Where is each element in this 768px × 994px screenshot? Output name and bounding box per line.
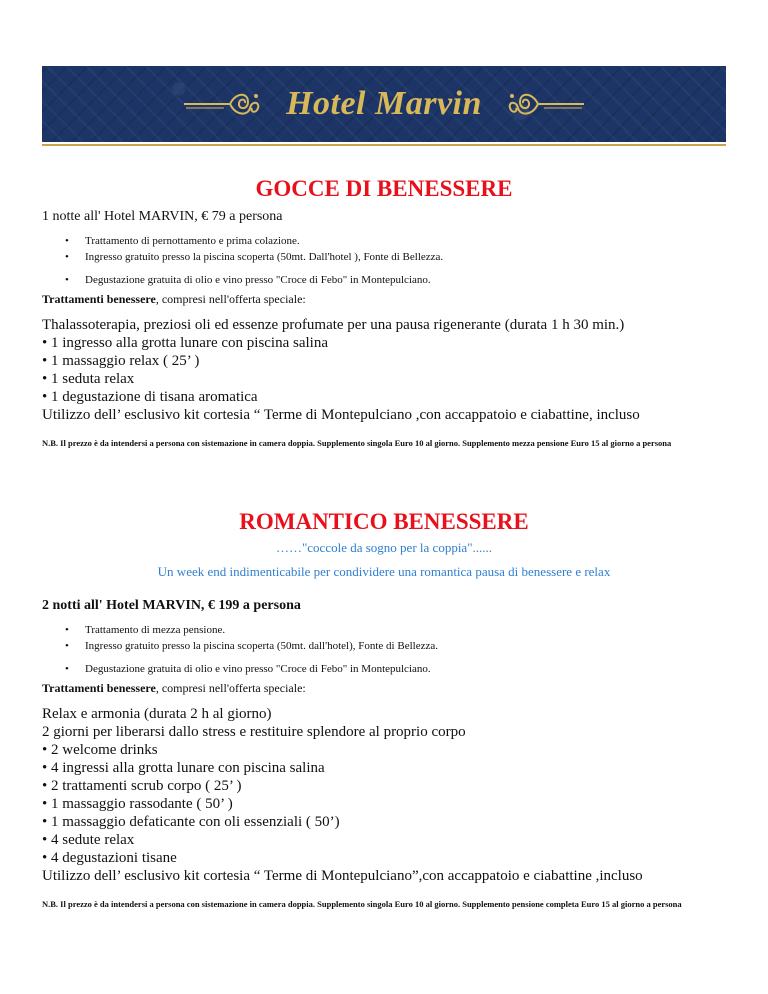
treatment-line: • 2 welcome drinks bbox=[42, 742, 158, 758]
right-flourish-icon bbox=[504, 84, 584, 124]
treatment-line: • 1 degustazione di tisana aromatica bbox=[42, 389, 258, 405]
treatment-line: • 4 ingressi alla grotta lunare con piscina salina bbox=[42, 760, 325, 776]
list-item: • Trattamento di mezza pensione. bbox=[65, 622, 726, 638]
offer2-note: N.B. Il prezzo è da intendersi a persona con sistemazione in camera doppia. Supplemento singola Euro 10 al giorno. Supplemento pensione completa Euro 15 al giorno a persona bbox=[42, 899, 682, 909]
treatment-line: Utilizzo dell’ esclusivo kit cortesia “ Terme di Montepulciano”,con accappatoio e ciabattine ,incluso bbox=[42, 868, 643, 884]
treatment-line: 2 giorni per liberarsi dallo stress e restituire splendore al proprio corpo bbox=[42, 724, 466, 740]
treatment-line: • 1 seduta relax bbox=[42, 371, 135, 387]
offer1-treatments-heading bbox=[42, 292, 726, 307]
treatment-line: • 4 sedute relax bbox=[42, 832, 135, 848]
list-item: • Ingresso gratuito presso la piscina scoperta (50mt. dall'hotel), Fonte di Bellezza. bbox=[65, 638, 726, 654]
treatment-line: • 1 ingresso alla grotta lunare con piscina salina bbox=[42, 335, 328, 351]
banner-gold-rule bbox=[42, 144, 726, 146]
treatment-line: • 4 degustazioni tisane bbox=[42, 850, 177, 866]
list-item: • Degustazione gratuita di olio e vino presso "Croce di Febo" in Montepulciano. bbox=[65, 661, 726, 677]
treatment-line: Utilizzo dell’ esclusivo kit cortesia “ Terme di Montepulciano ,con accappatoio e ciabattine, incluso bbox=[42, 407, 640, 423]
hotel-banner bbox=[42, 66, 726, 142]
offer2-tagline: ……"coccole da sogno per la coppia"...... bbox=[275, 540, 493, 555]
hotel-name: Hotel Marvin bbox=[286, 85, 482, 122]
offer2-services-list bbox=[42, 622, 726, 677]
offer1-note: N.B. Il prezzo è da intendersi a persona con sistemazione in camera doppia. Supplemento singola Euro 10 al giorno. Supplemento mezza pensione Euro 15 al giorno a persona bbox=[42, 438, 672, 448]
left-flourish-icon bbox=[184, 84, 264, 124]
offer1-services-list bbox=[42, 233, 726, 288]
list-item: • Trattamento di pernottamento e prima colazione. bbox=[65, 233, 726, 249]
offer2-treatments bbox=[42, 705, 726, 885]
document-page bbox=[42, 66, 726, 910]
offer2-intro: 2 notti all' Hotel MARVIN, € 199 a persona bbox=[42, 598, 301, 613]
treatment-line: Thalassoterapia, preziosi oli ed essenze profumate per una pausa rigenerante (durata 1 h 30 min.) bbox=[42, 317, 625, 333]
treatments-suffix: , compresi nell'offerta speciale: bbox=[155, 292, 306, 306]
list-item: • Ingresso gratuito presso la piscina scoperta (50mt. Dall'hotel ), Fonte di Bellezza. bbox=[65, 249, 726, 265]
treatment-line: Relax e armonia (durata 2 h al giorno) bbox=[42, 706, 272, 722]
treatments-suffix: , compresi nell'offerta speciale: bbox=[155, 681, 306, 695]
treatments-label: Trattamenti benessere bbox=[42, 681, 156, 695]
offer2-subtitle: Un week end indimenticabile per condividere una romantica pausa di benessere e relax bbox=[157, 564, 611, 579]
offer2-treatments-heading bbox=[42, 681, 726, 696]
list-item: • Degustazione gratuita di olio e vino presso "Croce di Febo" in Montepulciano. bbox=[65, 272, 726, 288]
treatment-line: • 1 massaggio rassodante ( 50’ ) bbox=[42, 796, 233, 812]
treatment-line: • 1 massaggio relax ( 25’ ) bbox=[42, 353, 200, 369]
treatment-line: • 2 trattamenti scrub corpo ( 25’ ) bbox=[42, 778, 242, 794]
treatment-line: • 1 massaggio defaticante con oli essenziali ( 50’) bbox=[42, 814, 340, 830]
offer2-title: ROMANTICO BENESSERE bbox=[239, 509, 529, 534]
offer1-title: GOCCE DI BENESSERE bbox=[255, 176, 513, 201]
treatments-label: Trattamenti benessere bbox=[42, 292, 156, 306]
offer1-intro: 1 notte all' Hotel MARVIN, € 79 a persona bbox=[42, 209, 283, 224]
offer1-treatments bbox=[42, 316, 726, 424]
